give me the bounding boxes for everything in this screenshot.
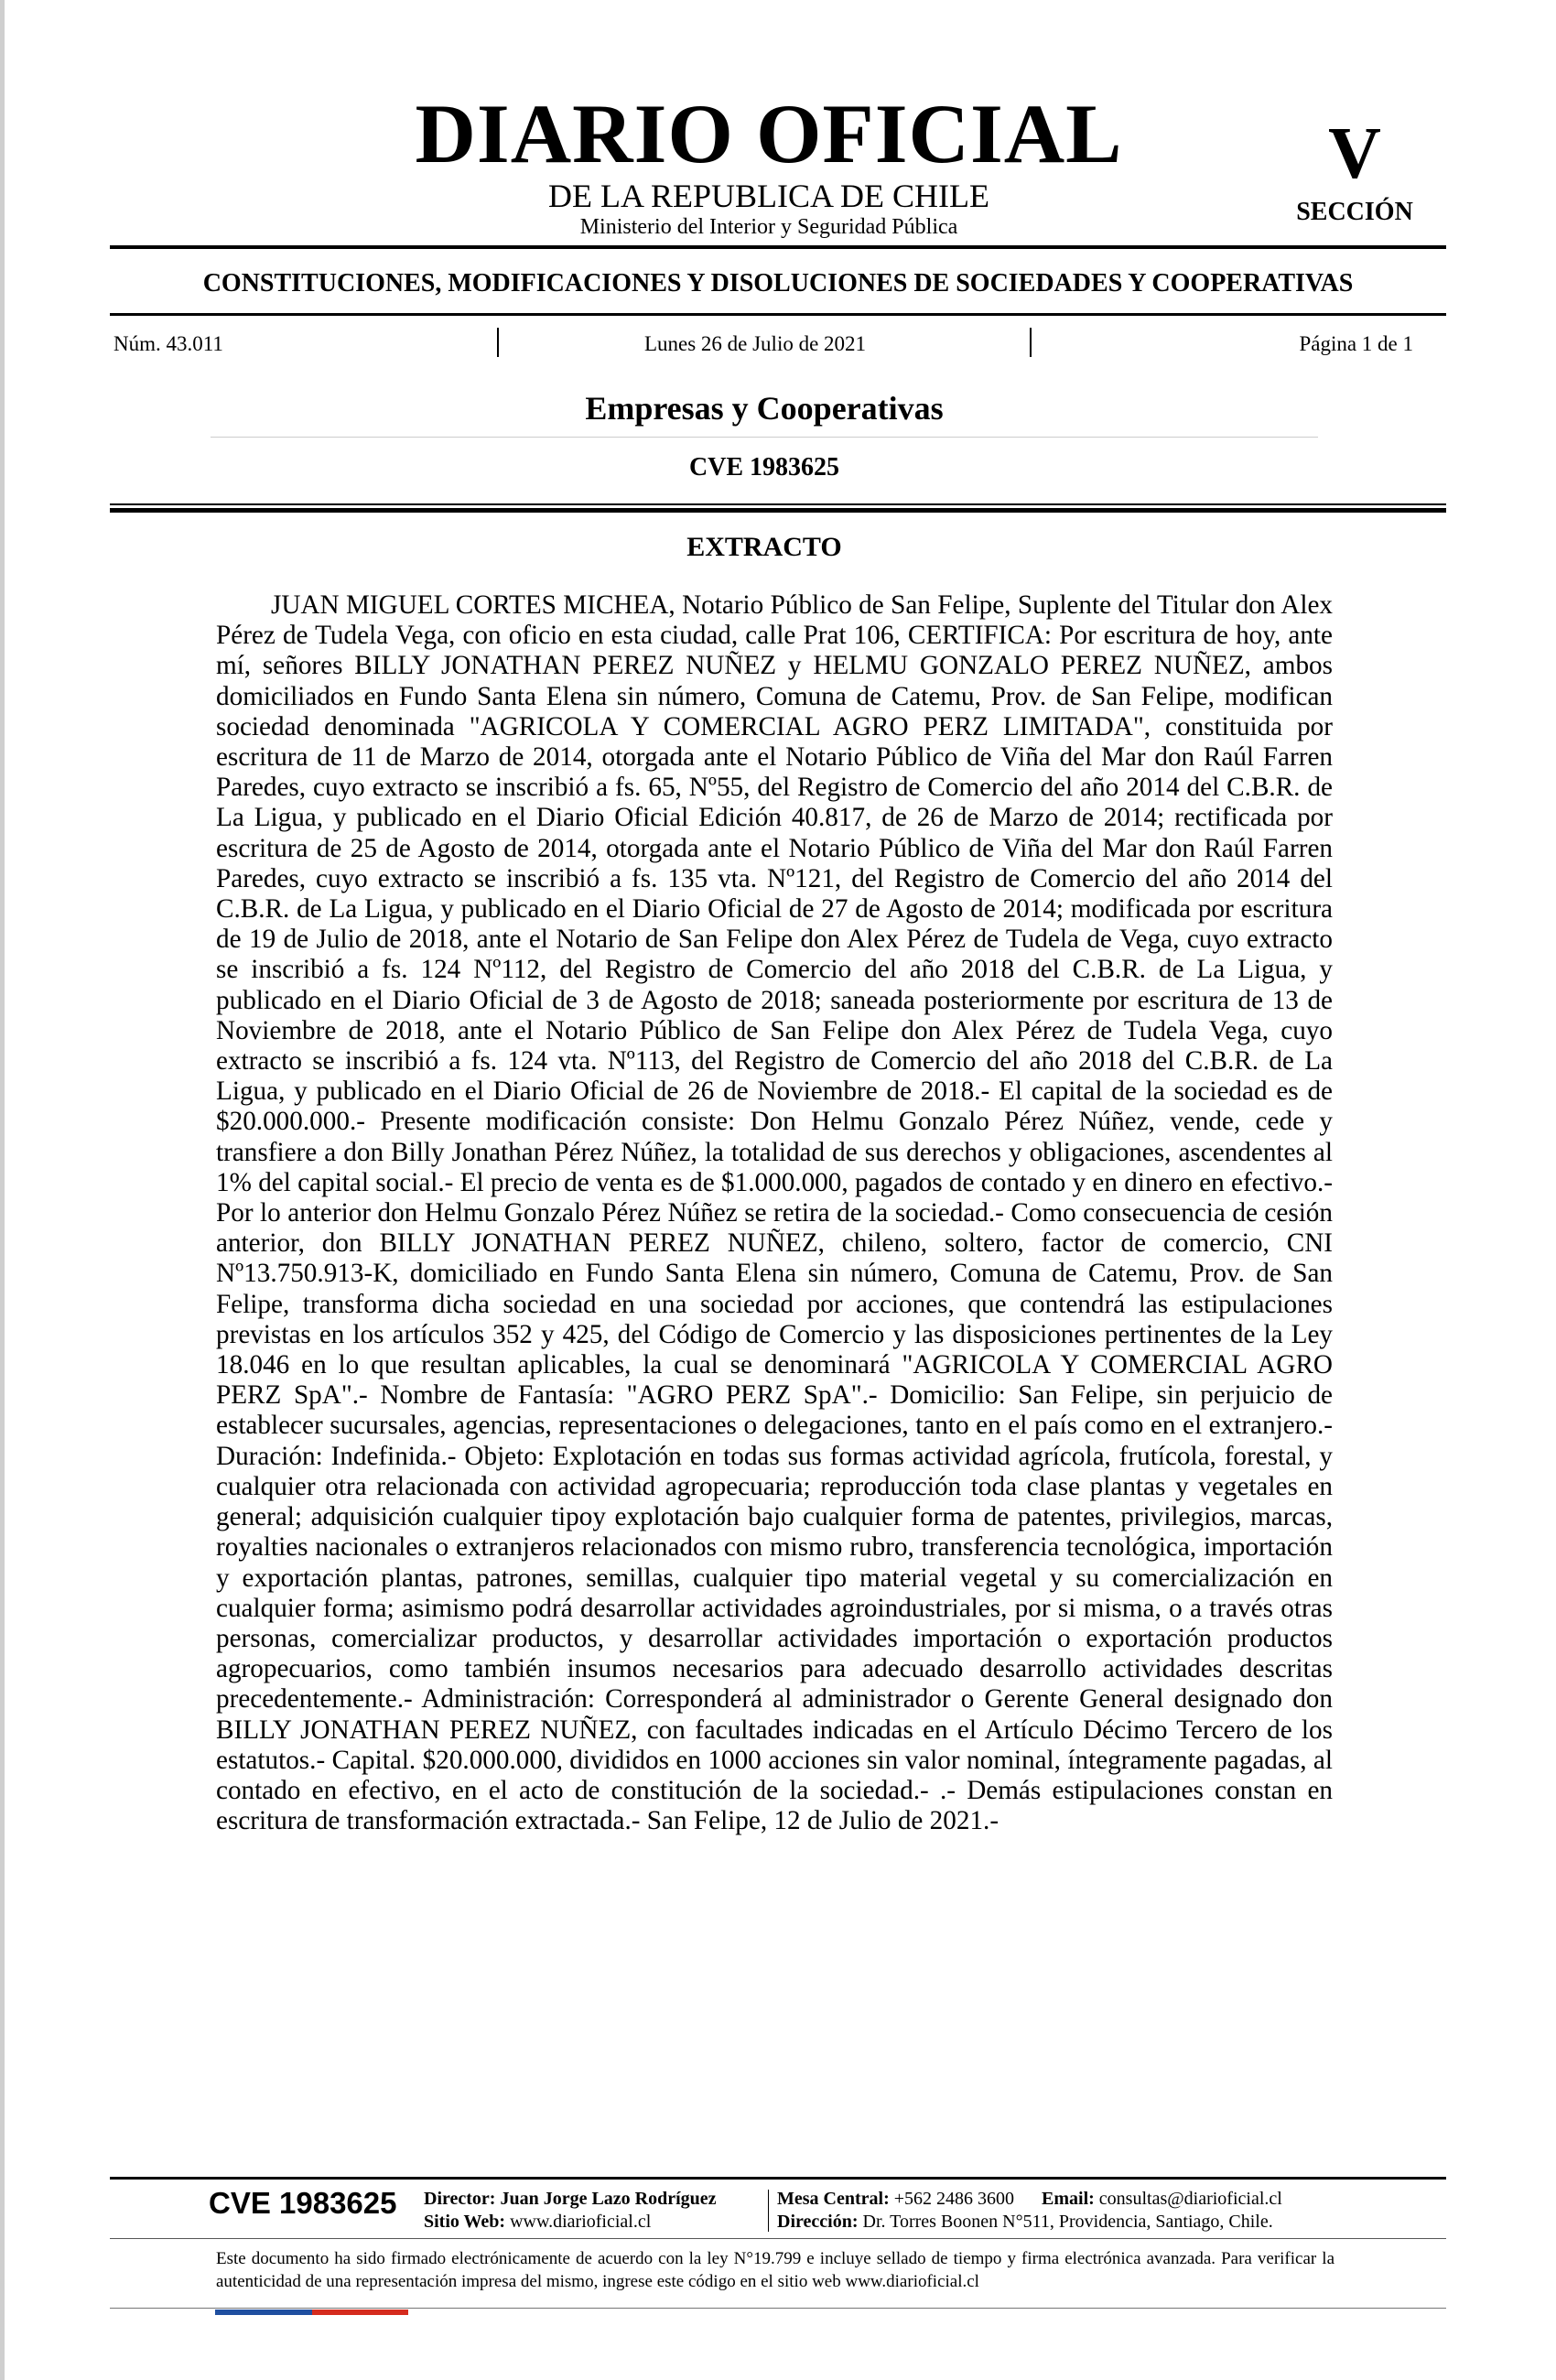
email-label: Email: <box>1042 2189 1095 2209</box>
meta-separator <box>497 328 499 357</box>
header-rule-bottom <box>110 313 1446 316</box>
footer-bottom-rule <box>110 2308 1446 2309</box>
issue-date: Lunes 26 de Julio de 2021 <box>643 332 867 355</box>
signature-notice: Este documento ha sido firmado electrónicamente de acuerdo con la ley N°19.799 e incluye sellado de tiempo y firma electrónica avanzada. Para verificar la autenticidad de una representación impresa del mismo, ingrese este código en el sitio web www.diarioficial.cl <box>216 2249 1334 2291</box>
category-title: Empresas y Cooperativas <box>585 390 944 427</box>
address-label: Dirección: <box>777 2212 859 2232</box>
section-category: CONSTITUCIONES, MODIFICACIONES Y DISOLUCIONES DE SOCIEDADES Y COOPERATIVAS <box>202 269 1354 298</box>
page-indicator: Página 1 de 1 <box>1299 332 1413 355</box>
masthead-ministry: Ministerio del Interior y Seguridad Pública <box>579 215 958 239</box>
website-link[interactable]: www.diarioficial.cl <box>510 2212 652 2232</box>
address-text: Dr. Torres Boonen N°511, Providencia, Santiago, Chile. <box>862 2212 1273 2232</box>
document-title: EXTRACTO <box>686 532 842 562</box>
footer-separator <box>768 2190 769 2232</box>
double-rule-lower <box>110 508 1446 513</box>
footer-contact-block <box>777 2188 1282 2234</box>
page-edge <box>0 0 5 2380</box>
footer-thin-rule <box>110 2238 1446 2239</box>
double-rule-upper <box>110 503 1446 505</box>
thin-divider <box>211 437 1318 438</box>
section-numeral: V <box>1328 114 1381 194</box>
director-label: Director: <box>424 2189 496 2209</box>
phone-number: +562 2486 3600 <box>893 2189 1015 2209</box>
masthead-subtitle: DE LA REPUBLICA DE CHILE <box>548 178 989 214</box>
section-label: SECCIÓN <box>1296 198 1413 226</box>
footer-director-block <box>424 2188 717 2234</box>
director-name: Juan Jorge Lazo Rodríguez <box>500 2189 717 2209</box>
masthead-title: DIARIO OFICIAL <box>415 87 1123 180</box>
flag-stripe-red <box>312 2310 408 2315</box>
cve-code: CVE 1983625 <box>688 453 840 481</box>
footer-cve-code: CVE 1983625 <box>209 2186 397 2220</box>
website-label: Sitio Web: <box>424 2212 506 2232</box>
phone-label: Mesa Central: <box>777 2189 890 2209</box>
footer-rule <box>110 2177 1446 2180</box>
meta-separator <box>1030 328 1032 357</box>
issue-number: Núm. 43.011 <box>113 332 223 355</box>
flag-stripe-blue <box>215 2310 312 2315</box>
header-rule-top <box>110 245 1446 249</box>
email-link[interactable]: consultas@diarioficial.cl <box>1098 2189 1282 2209</box>
document-body: JUAN MIGUEL CORTES MICHEA, Notario Público de San Felipe, Suplente del Titular don Alex Pérez de Tudela Vega, con oficio en esta ciudad, calle Prat 106, CERTIFICA: Por escritura de hoy, ante mí, señores BILLY JONATHAN PEREZ NUÑEZ y HELMU GONZALO PEREZ NUÑEZ, ambos domiciliados en Fundo Santa Elena sin número, Comuna de Catemu, Prov. de San Felipe, modifican sociedad denominada "AGRICOLA Y COMERCIAL AGRO PERZ LIMITADA", constituida por escritura de 11 de Marzo de 2014, otorgada ante el Notario Público de Viña del Mar don Raúl Farren Paredes, cuyo extracto se inscribió a fs. 65, Nº55, del Registro de Comercio del año 2014 del C.B.R. de La Ligua, y publicado en el Diario Oficial Edición 40.817, de 26 de Marzo de 2014; rectificada por escritura de 25 de Agosto de 2014, otorgada ante el Notario Público de Viña del Mar don Raúl Farren Paredes, cuyo extracto se inscribió a fs. 135 vta. Nº121, del Registro de Comercio del año 2014 del C.B.R. de La Ligua, y publicado en el Diario Oficial de 27 de Agosto de 2014; modificada por escritura de 19 de Julio de 2018, ante el Notario de San Felipe don Alex Pérez de Tudela de Vega, cuyo extracto se inscribió a fs. 124 Nº112, del Registro de Comercio del año 2018 del C.B.R. de La Ligua, y publicado en el Diario Oficial de 3 de Agosto de 2018; saneada posteriormente por escritura de 13 de Noviembre de 2018, ante el Notario Público de San Felipe don Alex Pérez de Tudela Vega, cuyo extracto se inscribió a fs. 124 vta. Nº113, del Registro de Comercio del año 2018 del C.B.R. de La Ligua, y publicado en el Diario Oficial de 26 de Noviembre de 2018.- El capital de la sociedad es de $20.000.000.- Presente modificación consiste: Don Helmu Gonzalo Pérez Núñez, vende, cede y transfiere a don Billy Jonathan Pérez Núñez, la totalidad de sus derechos y obligaciones, ascendentes al 1% del capital social.- El precio de venta es de $1.000.000, pagados de contado y en dinero en efectivo.- Por lo anterior don Helmu Gonzalo Pérez Núñez se retira de la sociedad.- Como consecuencia de cesión anterior, don BILLY JONATHAN PEREZ NUÑEZ, chileno, soltero, factor de comercio, CNI Nº13.750.913-K, domiciliado en Fundo Santa Elena sin número, Comuna de Catemu, Prov. de San Felipe, transforma dicha sociedad en una sociedad por acciones, que contendrá las estipulaciones previstas en los artículos 352 y 425, del Código de Comercio y las disposiciones pertinentes de la Ley 18.046 en lo que resultan aplicables, la cual se denominará "AGRICOLA Y COMERCIAL AGRO PERZ SpA".- Nombre de Fantasía: "AGRO PERZ SpA".- Domicilio: San Felipe, sin perjuicio de establecer sucursales, agencias, representaciones o delegaciones, tanto en el país como en el extranjero.- Duración: Indefinida.- Objeto: Explotación en todas sus formas actividad agrícola, frutícola, forestal, y cualquier otra relacionada con actividad agropecuaria; reproducción toda clase plantas y vegetales en general; adquisición cualquier tipoy explotación bajo cualquier forma de patentes, privilegios, marcas, royalties nacionales o extranjeros relacionados con mismo rubro, transferencia tecnológica, importación y exportación plantas, patrones, semillas, cualquier tipo material vegetal y su comercialización en cualquier forma; asimismo podrá desarrollar actividades agroindustriales, por si misma, o a través otras personas, comercializar productos, y desarrollar actividades importación o exportación productos agropecuarios, como también insumos necesarios para adecuado desarrollo actividades descritas precedentemente.- Administración: Corresponderá al administrador o Gerente General designado don BILLY JONATHAN PEREZ NUÑEZ, con facultades indicadas en el Artículo Décimo Tercero de los estatutos.- Capital. $20.000.000, divididos en 1000 acciones sin valor nominal, íntegramente pagadas, al contado en efectivo, en el acto de constitución de la sociedad.- .- Demás estipulaciones constan en escritura de transformación extractada.- San Felipe, 12 de Julio de 2021.- <box>216 590 1333 1836</box>
